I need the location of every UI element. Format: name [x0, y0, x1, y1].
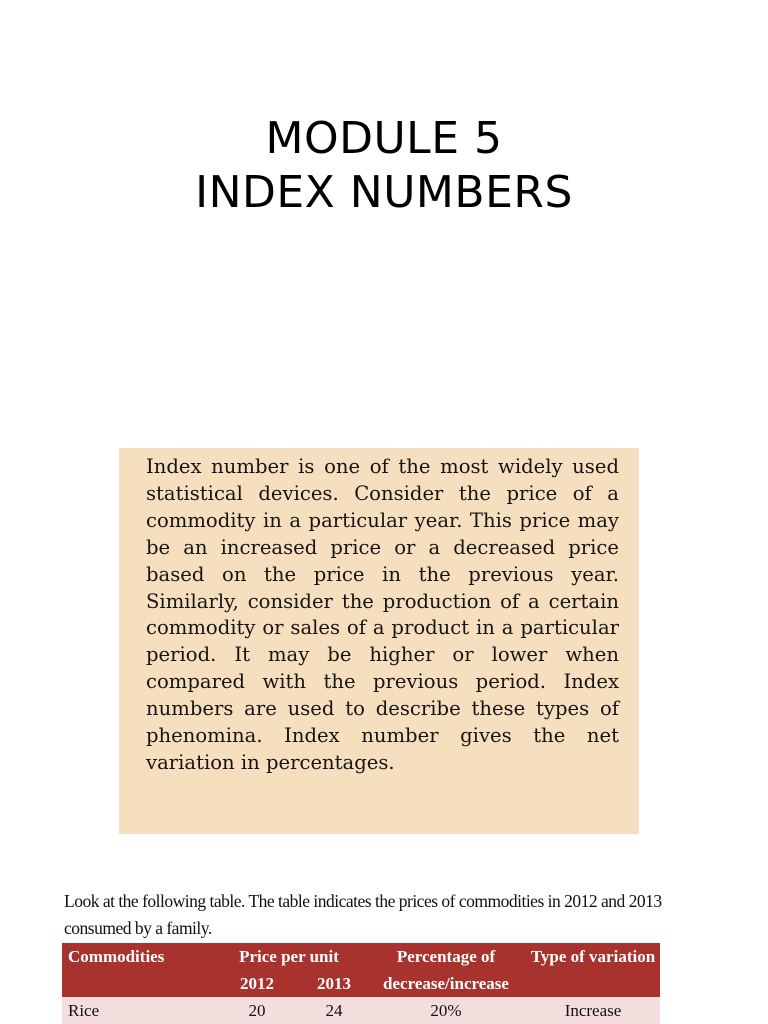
header-year-2012: 2012 — [212, 970, 302, 997]
header-commodities: Commodities — [62, 943, 212, 997]
cell-price-2013: 24 — [302, 997, 366, 1024]
header-type-of-variation: Type of variation — [526, 943, 660, 997]
cell-percentage: 20% — [366, 997, 526, 1024]
header-price-per-unit: Price per unit — [212, 943, 366, 970]
cell-price-2012: 20 — [212, 997, 302, 1024]
intro-text-box — [119, 448, 639, 834]
price-table — [62, 943, 660, 1024]
table-intro-text: Look at the following table. The table indicates the prices of commodities in 2012 and 2013 consumed by a family. — [64, 891, 662, 938]
intro-paragraph: Index number is one of the most widely used statistical devices. Consider the price of a commodity in a particular year. This price may be an increased price or a decreased price based on the price in the previous year. Similarly, consider the production of a certain commodity or sales of a product in a particular period. It may be higher or lower when compared with the previous period. Index numbers are used to describe these types of phenomina. Index number gives the net variation in percentages. — [146, 455, 619, 774]
header-year-2013: 2013 — [302, 970, 366, 997]
header-percentage-line2: decrease/increase — [366, 970, 526, 997]
cell-variation-type: Increase — [526, 997, 660, 1024]
title-line-2: INDEX NUMBERS — [195, 167, 573, 218]
title-line-1: MODULE 5 — [265, 113, 503, 164]
slide-title — [0, 112, 768, 220]
cell-commodity: Rice — [62, 997, 212, 1024]
table-row — [62, 997, 660, 1024]
header-percentage-line1: Percentage of — [366, 943, 526, 970]
